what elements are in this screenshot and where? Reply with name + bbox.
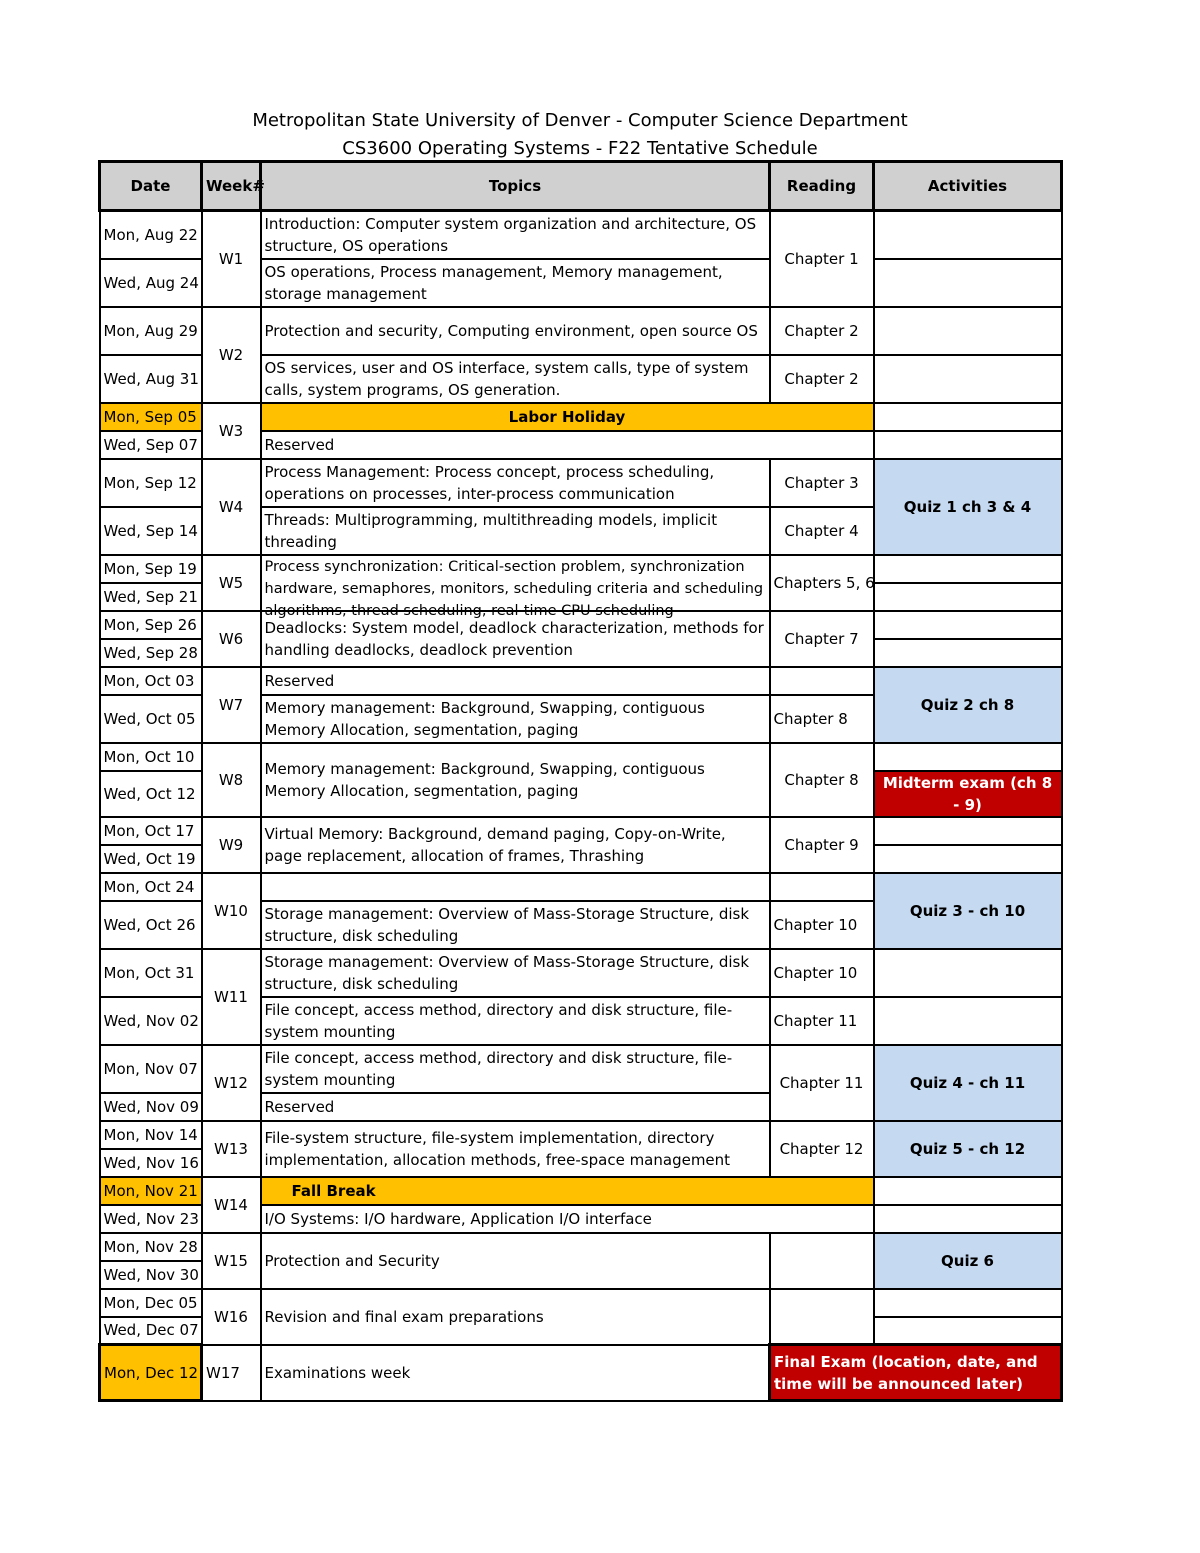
reading-cell: Chapter 11 [770,997,874,1045]
activity-cell [874,639,1062,667]
week-cell: W15 [202,1233,261,1289]
activity-cell [874,743,1062,771]
topic-cell: Reserved [261,1093,770,1121]
topic-cell: Process Management: Process concept, process scheduling, operations on processes, inter-process communication [261,459,770,507]
quiz-badge: Quiz 1 ch 3 & 4 [874,459,1062,555]
week-cell: W3 [202,403,261,459]
date-cell: Mon, Dec 05 [100,1289,202,1317]
column-header-reading: Reading [770,162,874,211]
table-row [100,1289,1062,1317]
topic-cell: Revision and final exam preparations [261,1289,770,1345]
quiz-badge: Quiz 5 - ch 12 [874,1121,1062,1177]
week-cell: W11 [202,949,261,1045]
table-row [100,1345,1062,1401]
date-cell: Mon, Oct 24 [100,873,202,901]
topic-cell: OS services, user and OS interface, system calls, type of system calls, system programs, OS generation. [261,355,770,403]
activity-cell [874,555,1062,583]
activity-cell [874,997,1062,1045]
reading-cell: Chapter 7 [770,611,874,667]
week-cell: W17 [202,1345,261,1401]
activity-cell [874,403,1062,431]
table-row [100,949,1062,997]
week-cell: W8 [202,743,261,817]
date-cell: Wed, Sep 21 [100,583,202,611]
date-cell: Mon, Sep 26 [100,611,202,639]
topic-cell [261,873,770,901]
date-cell: Mon, Oct 17 [100,817,202,845]
table-row [100,1177,1062,1205]
date-cell: Wed, Sep 28 [100,639,202,667]
date-cell: Wed, Sep 14 [100,507,202,555]
activity-cell [874,431,1062,459]
date-cell: Wed, Nov 02 [100,997,202,1045]
date-cell-holiday: Mon, Nov 21 [100,1177,202,1205]
activity-cell [874,307,1062,355]
topic-cell: Protection and Security [261,1233,770,1289]
date-cell: Mon, Nov 07 [100,1045,202,1093]
reading-cell: Chapter 8 [770,695,874,743]
reading-cell: Chapter 3 [770,459,874,507]
reading-cell: Chapter 9 [770,817,874,873]
date-cell: Mon, Aug 29 [100,307,202,355]
topic-cell: File concept, access method, directory and disk structure, file-system mounting [261,1045,770,1093]
date-cell: Wed, Sep 07 [100,431,202,459]
quiz-badge: Quiz 3 - ch 10 [874,873,1062,949]
topic-cell: File-system structure, file-system implementation, directory implementation, allocation methods, free-space management [261,1121,770,1177]
topic-text: Process synchronization: Critical-section problem, synchronization hardware, semaphores, monitors, scheduling criteria and scheduling algorithms, thread scheduling, real-time CPU scheduling [264,558,764,619]
reading-cell: Chapters 5, 6 [770,555,874,611]
reading-cell: Chapter 10 [770,949,874,997]
date-cell: Wed, Oct 26 [100,901,202,949]
topic-cell: Introduction: Computer system organization and architecture, OS structure, OS operations [261,211,770,259]
table-row [100,1121,1062,1149]
topic-cell: Storage management: Overview of Mass-Storage Structure, disk structure, disk scheduling [261,901,770,949]
topic-cell: Examinations week [261,1345,770,1401]
midterm-exam-badge: Midterm exam (ch 8 - 9) [874,771,1062,817]
holiday-label: Labor Holiday [261,403,874,431]
column-header-topics: Topics [261,162,770,211]
quiz-badge: Quiz 6 [874,1233,1062,1289]
activity-cell [874,211,1062,259]
date-cell: Mon, Nov 28 [100,1233,202,1261]
date-cell-exam: Mon, Dec 12 [100,1345,202,1401]
quiz-badge: Quiz 2 ch 8 [874,667,1062,743]
table-row [100,873,1062,901]
column-header-week: Week# [202,162,261,211]
reading-cell: Chapter 4 [770,507,874,555]
date-cell: Wed, Nov 09 [100,1093,202,1121]
activity-cell [874,259,1062,307]
date-cell: Wed, Nov 23 [100,1205,202,1233]
date-cell: Wed, Dec 07 [100,1317,202,1345]
activity-cell [874,1289,1062,1317]
topic-cell [261,555,770,619]
topic-cell: Memory management: Background, Swapping, contiguous Memory Allocation, segmentation, paging [261,695,770,743]
week-cell: W16 [202,1289,261,1345]
date-cell: Mon, Oct 10 [100,743,202,771]
topic-cell: File concept, access method, directory and disk structure, file-system mounting [261,997,770,1045]
reading-cell [770,873,874,901]
topic-cell: Deadlocks: System model, deadlock characterization, methods for handling deadlocks, deadlock prevention [261,611,770,667]
topic-cell: OS operations, Process management, Memory management, storage management [261,259,770,307]
schedule-table [98,160,1063,1402]
topic-cell: Protection and security, Computing environment, open source OS [261,307,770,355]
date-cell: Wed, Nov 16 [100,1149,202,1177]
activity-cell [874,1205,1062,1233]
page-subtitle: CS3600 Operating Systems - F22 Tentative Schedule [342,138,818,159]
quiz-badge: Quiz 4 - ch 11 [874,1045,1062,1121]
week-cell: W2 [202,307,261,403]
table-row [100,403,1062,431]
table-row [100,743,1062,771]
table-row [100,1045,1062,1093]
date-cell: Wed, Aug 31 [100,355,202,403]
date-cell-holiday: Mon, Sep 05 [100,403,202,431]
table-row [100,459,1062,507]
table-row [100,817,1062,845]
week-cell: W9 [202,817,261,873]
table-row [100,307,1062,355]
week-cell: W7 [202,667,261,743]
topic-cell: Threads: Multiprogramming, multithreading models, implicit threading [261,507,770,555]
week-cell: W4 [202,459,261,555]
table-header-row [100,162,1062,211]
date-cell: Wed, Nov 30 [100,1261,202,1289]
table-row [100,211,1062,259]
date-cell: Mon, Nov 14 [100,1121,202,1149]
date-cell: Wed, Aug 24 [100,259,202,307]
activity-cell [874,1317,1062,1345]
week-cell: W6 [202,611,261,667]
table-row [100,667,1062,695]
column-header-date: Date [100,162,202,211]
date-cell: Wed, Oct 05 [100,695,202,743]
date-cell: Mon, Sep 12 [100,459,202,507]
topic-cell: Virtual Memory: Background, demand paging, Copy-on-Write, page replacement, allocation of frames, Thrashing [261,817,770,873]
activity-cell [874,355,1062,403]
reading-cell [770,1233,874,1289]
topic-cell: Reserved [261,431,874,459]
activity-cell [874,949,1062,997]
week-cell: W10 [202,873,261,949]
reading-cell: Chapter 1 [770,211,874,307]
activity-cell [874,583,1062,611]
fall-break-label: Fall Break [261,1177,874,1205]
reading-cell: Chapter 10 [770,901,874,949]
reading-cell: Chapter 12 [770,1121,874,1177]
week-cell: W13 [202,1121,261,1177]
topic-cell: Reserved [261,667,770,695]
reading-cell [770,667,874,695]
reading-cell [770,1289,874,1345]
week-cell: W14 [202,1177,261,1233]
reading-cell: Chapter 2 [770,307,874,355]
week-cell: W5 [202,555,261,611]
table-row [100,1233,1062,1261]
reading-cell: Chapter 11 [770,1045,874,1121]
final-exam-badge: Final Exam (location, date, and time will be announced later) [770,1345,1062,1401]
date-cell: Mon, Sep 19 [100,555,202,583]
reading-cell: Chapter 8 [770,743,874,817]
activity-cell [874,817,1062,845]
topic-cell: Memory management: Background, Swapping, contiguous Memory Allocation, segmentation, paging [261,743,770,817]
column-header-activities: Activities [874,162,1062,211]
page-title: Metropolitan State University of Denver - Computer Science Department [252,110,908,131]
date-cell: Wed, Oct 12 [100,771,202,817]
activity-cell [874,611,1062,639]
reading-cell: Chapter 2 [770,355,874,403]
topic-cell: I/O Systems: I/O hardware, Application I/O interface [261,1205,874,1233]
date-cell: Mon, Aug 22 [100,211,202,259]
week-cell: W12 [202,1045,261,1121]
date-cell: Mon, Oct 03 [100,667,202,695]
date-cell: Wed, Oct 19 [100,845,202,873]
table-row [100,555,1062,583]
activity-cell [874,845,1062,873]
activity-cell [874,1177,1062,1205]
date-cell: Mon, Oct 31 [100,949,202,997]
week-cell: W1 [202,211,261,307]
topic-cell: Storage management: Overview of Mass-Storage Structure, disk structure, disk scheduling [261,949,770,997]
